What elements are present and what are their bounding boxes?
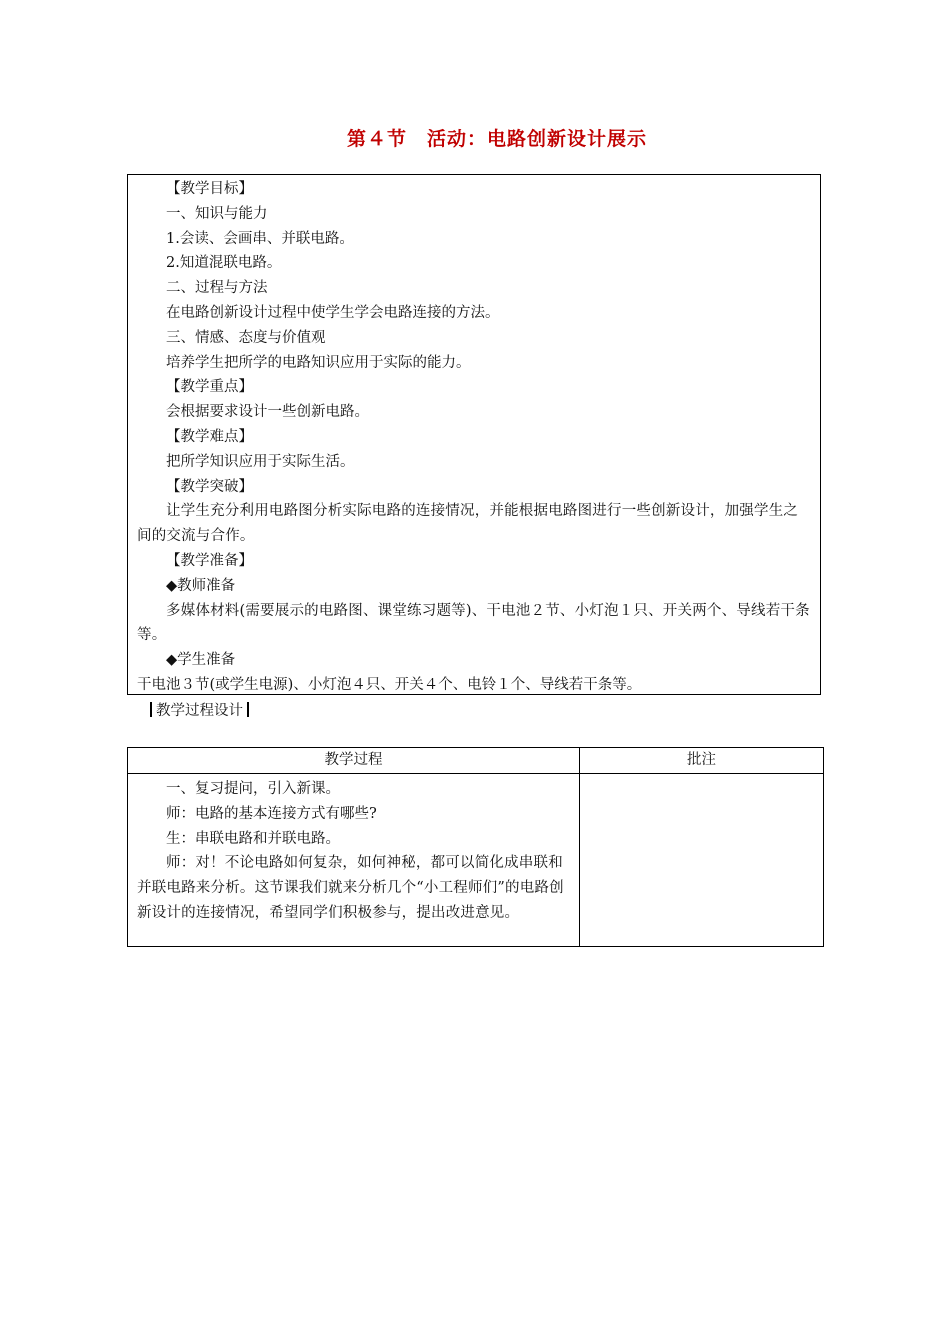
process-line-2: 师：电路的基本连接方式有哪些? — [166, 805, 377, 822]
preparation-heading: 【教学准备】 — [166, 552, 253, 569]
process-line-4: 师：对！不论电路如何复杂，如何神秘，都可以简化成串联和并联电路来分析。这节课我们就来分析几个“小工程师们”的电路创新设计的连接情况，希望同学们积极参与，提出改进意见。 — [137, 855, 564, 921]
process-table — [127, 747, 824, 947]
attitude-values-text: 培养学生把所学的电路知识应用于实际的能力。 — [166, 354, 471, 371]
process-table-header — [128, 748, 824, 774]
objectives-heading: 【教学目标】 — [166, 181, 253, 197]
student-prep-text: 干电池３节(或学生电源)、小灯泡４只、开关４个、电铃１个、导线若干条等。 — [137, 676, 642, 693]
objectives-box — [127, 174, 821, 695]
difficulties-heading: 【教学难点】 — [166, 428, 253, 445]
process-method-title: 二、过程与方法 — [166, 280, 268, 297]
page-title: 第４节 活动：电路创新设计展示 — [346, 128, 647, 150]
breakthrough-heading: 【教学突破】 — [166, 478, 253, 495]
process-column-header: 教学过程 — [128, 748, 580, 774]
table-row — [128, 774, 824, 947]
notes-cell — [580, 774, 824, 947]
difficulties-text: 把所学知识应用于实际生活。 — [166, 453, 355, 470]
process-method-text: 在电路创新设计过程中使学生学会电路连接的方法。 — [166, 304, 500, 321]
breakthrough-text: 让学生充分利用电路图分析实际电路的连接情况，并能根据电路图进行一些创新设计，加强学生之间的交流与合作。 — [137, 503, 799, 545]
key-points-heading: 【教学重点】 — [166, 379, 253, 396]
process-section-label — [146, 701, 253, 721]
knowledge-item-1: 1.会读、会画串、并联电路。 — [166, 230, 354, 247]
knowledge-ability-title: 一、知识与能力 — [166, 205, 268, 222]
left-bar-mark — [150, 702, 152, 717]
key-points-text: 会根据要求设计一些创新电路。 — [166, 404, 369, 421]
attitude-values-title: 三、情感、态度与价值观 — [166, 329, 326, 346]
student-prep-title: ◆学生准备 — [166, 652, 236, 669]
process-line-3: 生：串联电路和并联电路。 — [166, 830, 340, 847]
teacher-prep-title: ◆教师准备 — [166, 577, 236, 594]
knowledge-item-2: 2.知道混联电路。 — [166, 255, 282, 272]
process-cell — [128, 774, 580, 947]
process-section-label-text: 教学过程设计 — [156, 703, 243, 719]
teacher-prep-text: 多媒体材料(需要展示的电路图、课堂练习题等)、干电池２节、小灯泡１只、开关两个、导线若干条等。 — [137, 602, 810, 644]
right-bar-mark — [247, 702, 249, 717]
notes-column-header: 批注 — [580, 748, 824, 774]
process-line-1: 一、复习提问，引入新课。 — [166, 781, 340, 797]
